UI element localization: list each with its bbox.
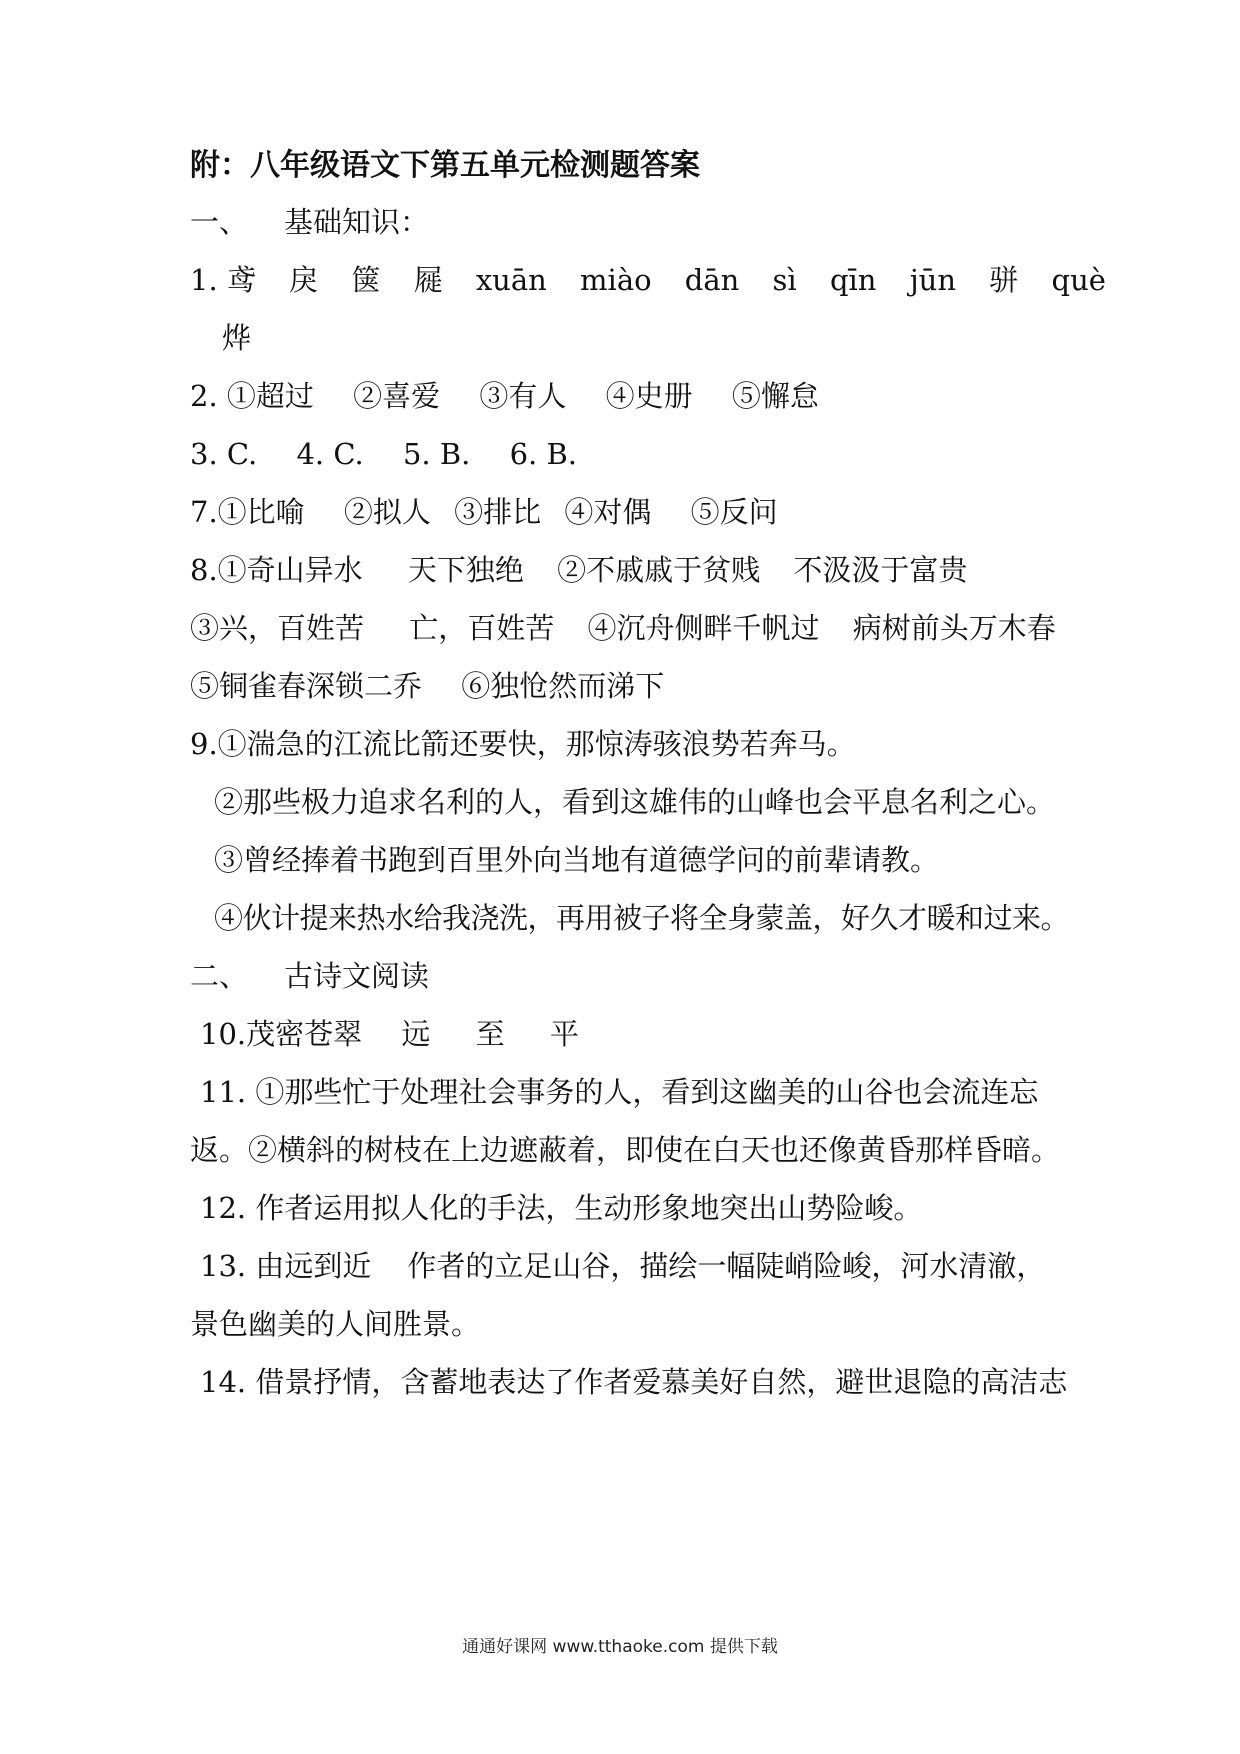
answer-q7: 7.①比喻 ②拟人 ③排比 ④对偶 ⑤反问	[190, 495, 778, 529]
answer-q13-continued: 景色幽美的人间胜景。	[190, 1307, 481, 1341]
answer-q9-item4: ④伙计提来热水给我浇洗，再用被子将全身蒙盖，好久才暖和过来。	[214, 901, 1070, 935]
section-label: 基础知识：	[284, 205, 430, 239]
section-heading-classical-reading	[190, 956, 429, 996]
answer-q3-to-q6: 3. C. 4. C. 5. B. 6. B.	[190, 437, 578, 471]
answer-q8-line2: ③兴，百姓苦 亡，百姓苦 ④沉舟侧畔千帆过 病树前头万木春	[190, 611, 1056, 645]
answer-q14: 14. 借景抒情，含蓄地表达了作者爱慕美好自然，避世退隐的高洁志	[200, 1365, 1068, 1399]
answer-q11-line1: 11. ①那些忙于处理社会事务的人，看到这幽美的山谷也会流连忘	[200, 1075, 1039, 1109]
answer-q13: 13. 由远到近 作者的立足山谷，描绘一幅陡峭险峻，河水清澈，	[200, 1249, 1046, 1283]
answer-q1-continued: 烨	[222, 321, 252, 355]
answer-q11-line2: 返。②横斜的树枝在上边遮蔽着，即使在白天也还像黄昏那样昏暗。	[190, 1133, 1061, 1167]
section-number: 一、	[190, 205, 249, 239]
answer-q1: 1. 鸢 戾 箧 屣 xuān miào dān sì qīn jūn 骈 què	[190, 263, 1106, 297]
document-title: 附：八年级语文下第五单元检测题答案	[190, 148, 700, 183]
answer-q2: 2. ①超过 ②喜爱 ③有人 ④史册 ⑤懈怠	[190, 379, 819, 413]
footer-source-note: 通通好课网 www.tthaoke.com 提供下载	[462, 1637, 778, 1657]
section-number: 二、	[190, 959, 249, 993]
answer-q12: 12. 作者运用拟人化的手法，生动形象地突出山势险峻。	[200, 1191, 923, 1225]
answer-q9-item1: 9.①湍急的江流比箭还要快，那惊涛骇浪势若奔马。	[190, 727, 856, 761]
answer-q8-line3: ⑤铜雀春深锁二乔 ⑥独怆然而涕下	[190, 669, 665, 703]
section-label: 古诗文阅读	[284, 959, 430, 993]
answer-q9-item2: ②那些极力追求名利的人，看到这雄伟的山峰也会平息名利之心。	[214, 785, 1056, 819]
answer-q10: 10.茂密苍翠 远 至 平	[200, 1017, 579, 1051]
section-heading-basics	[190, 202, 429, 242]
answer-q8-line1: 8.①奇山异水 天下独绝 ②不戚戚于贫贱 不汲汲于富贵	[190, 553, 968, 587]
answer-q9-item3: ③曾经捧着书跑到百里外向当地有道德学问的前辈请教。	[214, 843, 940, 877]
